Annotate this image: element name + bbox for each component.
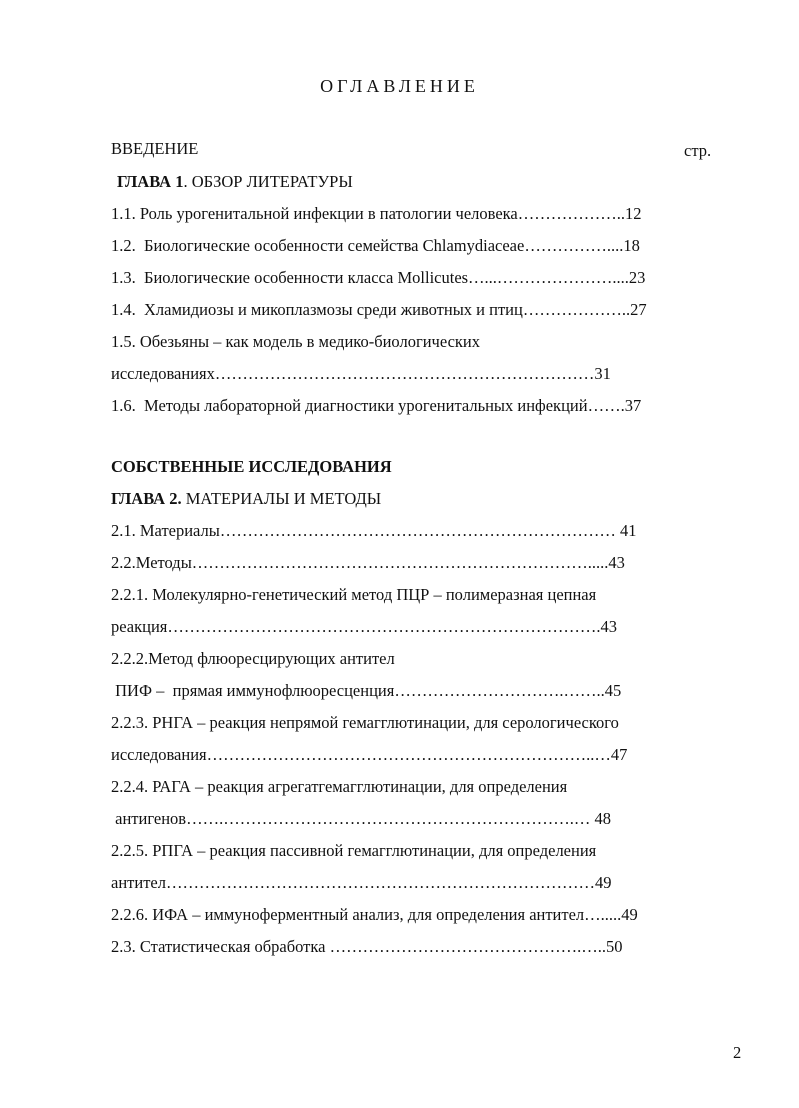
- toc-entry-1-3: 1.3. Биологические особенности класса Mollicutes…...…………………....23: [111, 268, 646, 287]
- toc-entry-2-2-1: 2.2.1. Молекулярно-генетический метод ПЦР – полимеразная цепная: [111, 585, 597, 604]
- page-number: 2: [733, 1043, 742, 1062]
- toc-entry-2-2: 2.2.Методы……………………………………………………………….....43: [111, 553, 625, 572]
- chapter2-rest: МАТЕРИАЛЫ И МЕТОДЫ: [181, 489, 382, 508]
- toc-entry-2-2-1-cont: реакция…………………………………………………………………….43: [111, 617, 617, 636]
- toc-entry-1-1: 1.1. Роль урогенитальной инфекции в патологии человека………………..12: [111, 204, 642, 223]
- toc-entry-2-2-2-cont: ПИФ – прямая иммунофлюоресценция………………………….……..45: [111, 681, 622, 700]
- toc-entry-1-2: 1.2. Биологические особенности семейства Chlamydiaceae……………....18: [111, 236, 640, 255]
- toc-entry-2-2-5: 2.2.5. РПГА – реакция пассивной гемагглютинации, для определения: [111, 841, 597, 860]
- toc-entry-1-5-cont: исследованиях……………………………………………………………31: [111, 364, 611, 383]
- chapter2-heading: [111, 489, 381, 509]
- toc-entry-2-2-4: 2.2.4. РАГА – реакция агрегатгемагглютинации, для определения: [111, 777, 568, 796]
- own-research-heading: СОБСТВЕННЫЕ ИССЛЕДОВАНИЯ: [111, 457, 392, 476]
- toc-intro: ВВЕДЕНИЕ: [111, 139, 199, 158]
- toc-entry-1-5: 1.5. Обезьяны – как модель в медико-биологических: [111, 332, 480, 351]
- toc-entry-2-2-4-cont: антигенов…….……………………………………………………….… 48: [111, 809, 611, 828]
- toc-entry-2-1: 2.1. Материалы……………………………………………………………… 41: [111, 521, 637, 540]
- toc-entry-2-3: 2.3. Статистическая обработка ……………………………………….…..50: [111, 937, 623, 956]
- chapter1-bold: ГЛАВА 1: [117, 172, 184, 191]
- toc-entry-2-2-5-cont: антител……………………………………………………………………49: [111, 873, 612, 892]
- toc-entry-2-2-3: 2.2.3. РНГА – реакция непрямой гемагглютинации, для серологического: [111, 713, 619, 732]
- toc-page-label: стр.: [684, 141, 712, 160]
- toc-title: ОГЛАВЛЕНИЕ: [320, 76, 479, 96]
- toc-entry-1-4: 1.4. Хламидиозы и микоплазмозы среди животных и птиц………………..27: [111, 300, 647, 319]
- toc-entry-2-2-3-cont: исследования……………………………………………………………..…47: [111, 745, 628, 764]
- toc-entry-2-2-6: 2.2.6. ИФА – иммуноферментный анализ, для определения антител….....49: [111, 905, 638, 924]
- chapter1-heading: [117, 172, 353, 192]
- toc-entry-2-2-2: 2.2.2.Метод флюоресцирующих антител: [111, 649, 395, 668]
- chapter2-bold: ГЛАВА 2.: [111, 489, 182, 508]
- chapter1-rest: . ОБЗОР ЛИТЕРАТУРЫ: [183, 172, 353, 191]
- toc-entry-1-6: 1.6. Методы лабораторной диагностики урогенитальных инфекций…….37: [111, 396, 642, 415]
